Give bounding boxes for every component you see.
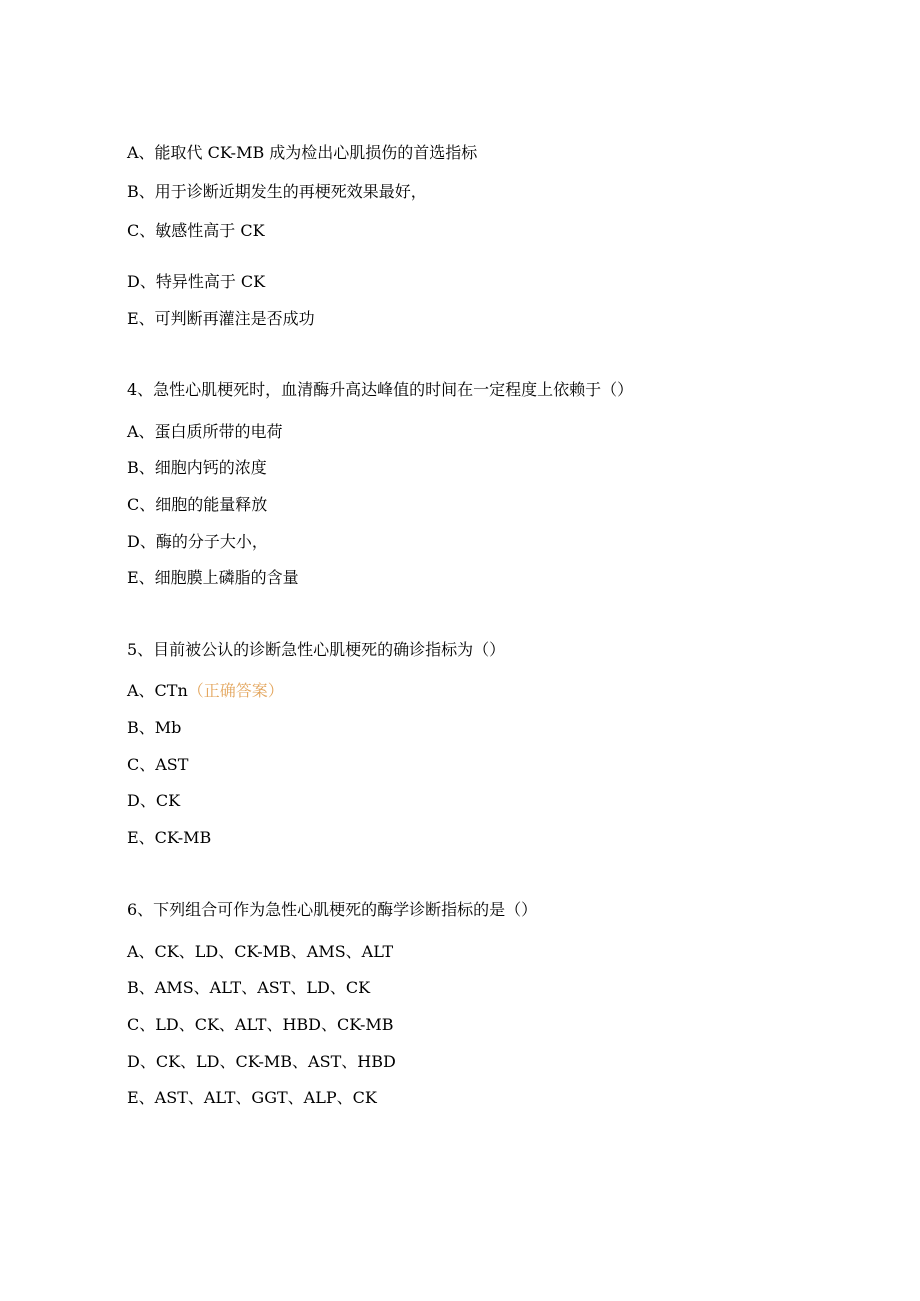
q5-option-d: D、CK: [127, 791, 181, 810]
q5-option-b: B、Mb: [127, 718, 182, 737]
q4-option-a: A、蛋白质所带的电荷: [127, 422, 283, 441]
q4-option-c: C、细胞的能量释放: [127, 495, 268, 514]
option-line: C、敏感性高于 CK: [127, 221, 265, 240]
q6-option-b: B、AMS、ALT、AST、LD、CK: [127, 978, 371, 997]
q4-option-b: B、细胞内钙的浓度: [127, 458, 267, 477]
q5-option-a: A、CTn: [127, 681, 188, 700]
q4-option-e: E、细胞膜上磷脂的含量: [127, 568, 299, 587]
question-5-stem: 5、目前被公认的诊断急性心肌梗死的确诊指标为（）: [127, 640, 506, 659]
q5-option-c: C、AST: [127, 755, 189, 774]
question-6-stem: 6、下列组合可作为急性心肌梗死的酶学诊断指标的是（）: [127, 900, 538, 919]
q5-option-e: E、CK-MB: [127, 828, 212, 847]
option-line: A、能取代 CK-MB 成为检出心肌损伤的首选指标: [127, 143, 478, 162]
q5-option-a-row: [127, 681, 284, 701]
q4-option-d: D、酶的分子大小，: [127, 532, 268, 551]
option-line: B、用于诊断近期发生的再梗死效果最好，: [127, 182, 427, 201]
q6-option-d: D、CK、LD、CK-MB、AST、HBD: [127, 1052, 396, 1071]
q6-option-e: E、AST、ALT、GGT、ALP、CK: [127, 1088, 377, 1107]
option-line: D、特异性高于 CK: [127, 272, 266, 291]
q6-option-a: A、CK、LD、CK-MB、AMS、ALT: [127, 942, 394, 961]
correct-answer-note: （正确答案）: [187, 681, 284, 700]
q6-option-c: C、LD、CK、ALT、HBD、CK-MB: [127, 1015, 394, 1034]
question-4-stem: 4、急性心肌梗死时，血清酶升高达峰值的时间在一定程度上依赖于（）: [127, 380, 634, 399]
option-line: E、可判断再灌注是否成功: [127, 309, 315, 328]
